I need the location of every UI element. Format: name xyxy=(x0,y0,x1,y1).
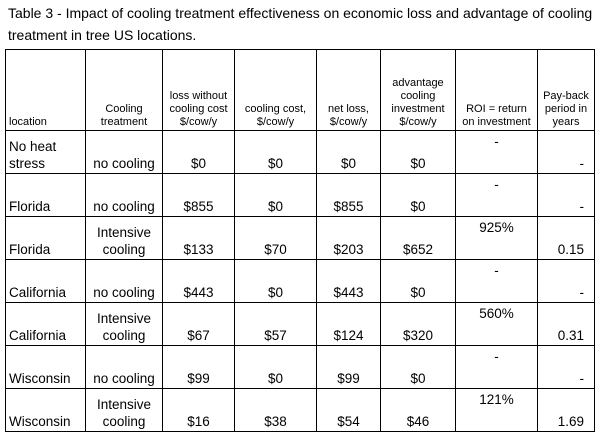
cell-cooling-cost: $0 xyxy=(235,260,317,303)
cell-treatment: Intensive cooling xyxy=(86,303,163,346)
cell-roi: 560% xyxy=(456,303,538,346)
cell-treatment: no cooling xyxy=(86,260,163,303)
cell-loss: $0 xyxy=(163,131,235,174)
table-row xyxy=(6,346,595,389)
cell-roi: 925% xyxy=(456,217,538,260)
cell-location: Wisconsin xyxy=(6,346,86,389)
cell-net-loss: $0 xyxy=(317,131,381,174)
cell-cooling-cost: $0 xyxy=(235,174,317,217)
cell-location: Wisconsin xyxy=(6,389,86,432)
table-row xyxy=(6,174,595,217)
cell-loss: $99 xyxy=(163,346,235,389)
table-row xyxy=(6,217,595,260)
cell-cooling-cost: $38 xyxy=(235,389,317,432)
cell-location: Florida xyxy=(6,174,86,217)
cell-payback: 0.15 xyxy=(538,217,595,260)
table-caption: Table 3 - Impact of cooling treatment effectiveness on economic loss and advantage of cooling treatment in tree US locations. xyxy=(8,5,593,43)
cell-roi: - xyxy=(456,131,538,174)
cell-advantage: $652 xyxy=(381,217,456,260)
cell-loss: $16 xyxy=(163,389,235,432)
cell-roi: 121% xyxy=(456,389,538,432)
cell-roi: - xyxy=(456,260,538,303)
cell-payback: 1.69 xyxy=(538,389,595,432)
cell-location: California xyxy=(6,303,86,346)
header-location: location xyxy=(6,50,86,131)
cell-advantage: $0 xyxy=(381,131,456,174)
cell-roi: - xyxy=(456,174,538,217)
cell-location: Florida xyxy=(6,217,86,260)
cell-treatment: Intensive cooling xyxy=(86,217,163,260)
cell-net-loss: $443 xyxy=(317,260,381,303)
cell-payback: 0.31 xyxy=(538,303,595,346)
cell-advantage: $0 xyxy=(381,174,456,217)
cell-advantage: $46 xyxy=(381,389,456,432)
cell-loss: $443 xyxy=(163,260,235,303)
cell-location: California xyxy=(6,260,86,303)
table-row xyxy=(6,389,595,432)
cell-net-loss: $855 xyxy=(317,174,381,217)
header-roi: ROI = return on investment xyxy=(456,50,538,131)
table-row xyxy=(6,303,595,346)
cell-loss: $133 xyxy=(163,217,235,260)
header-advantage: advantage cooling investment $/cow/y xyxy=(381,50,456,131)
cell-net-loss: $99 xyxy=(317,346,381,389)
table-row xyxy=(6,131,595,174)
cell-location: No heat stress xyxy=(6,131,86,174)
cell-payback: - xyxy=(538,131,595,174)
cell-loss: $67 xyxy=(163,303,235,346)
cell-payback: - xyxy=(538,260,595,303)
cell-treatment: no cooling xyxy=(86,174,163,217)
header-row xyxy=(6,50,595,131)
cell-net-loss: $54 xyxy=(317,389,381,432)
cell-treatment: Intensive cooling xyxy=(86,389,163,432)
cell-cooling-cost: $0 xyxy=(235,131,317,174)
cell-net-loss: $124 xyxy=(317,303,381,346)
cell-payback: - xyxy=(538,174,595,217)
cell-cooling-cost: $70 xyxy=(235,217,317,260)
cell-treatment: no cooling xyxy=(86,131,163,174)
cell-payback: - xyxy=(538,346,595,389)
header-payback: Pay-back period in years xyxy=(538,50,595,131)
cell-cooling-cost: $57 xyxy=(235,303,317,346)
header-net-loss: net loss, $/cow/y xyxy=(317,50,381,131)
cooling-impact-table xyxy=(5,49,595,432)
cell-advantage: $0 xyxy=(381,346,456,389)
header-cooling-treatment: Cooling treatment xyxy=(86,50,163,131)
cell-advantage: $320 xyxy=(381,303,456,346)
cell-advantage: $0 xyxy=(381,260,456,303)
cell-loss: $855 xyxy=(163,174,235,217)
cell-treatment: no cooling xyxy=(86,346,163,389)
header-cooling-cost: cooling cost, $/cow/y xyxy=(235,50,317,131)
cell-cooling-cost: $0 xyxy=(235,346,317,389)
cell-roi: - xyxy=(456,346,538,389)
cell-net-loss: $203 xyxy=(317,217,381,260)
header-loss-without-cooling: loss without cooling cost $/cow/y xyxy=(163,50,235,131)
table-row xyxy=(6,260,595,303)
